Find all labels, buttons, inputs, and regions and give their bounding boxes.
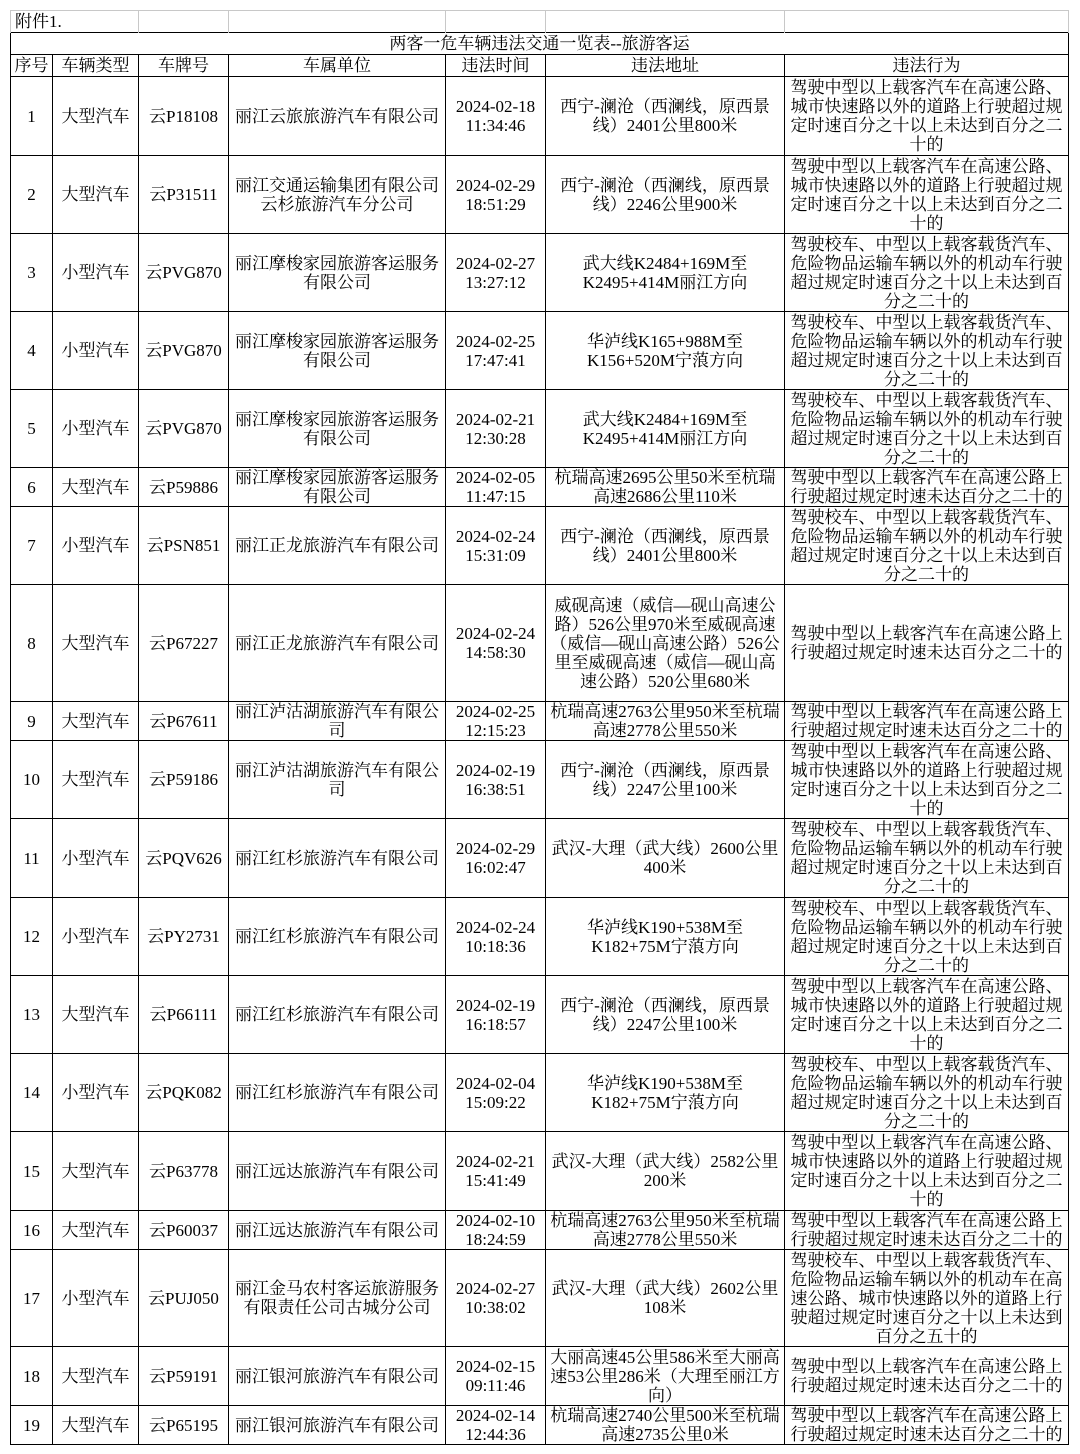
violation-behavior-cell: 驾驶中型以上载客汽车在高速公路、城市快速路以外的道路上行驶超过规定时速百分之十以上未达到百分之二十的 [785,156,1069,234]
violation-behavior-cell: 驾驶校车、中型以上载客载货汽车、危险物品运输车辆以外的机动车行驶超过规定时速百分之十以上未达到百分之二十的 [785,898,1069,976]
column-header-violation-address: 违法地址 [546,55,785,77]
company-cell: 丽江摩梭家园旅游客运服务有限公司 [229,234,446,312]
row-number: 16 [11,1211,53,1250]
violation-time-cell: 2024-02-04 15:09:22 [446,1054,546,1132]
empty-cell [785,11,1069,33]
table-row [11,234,1069,312]
row-number: 9 [11,702,53,741]
company-cell: 丽江金马农村客运旅游服务有限责任公司古城分公司 [229,1250,446,1347]
violation-time-cell: 2024-02-05 11:47:15 [446,468,546,507]
violation-behavior-cell: 驾驶中型以上载客汽车在高速公路、城市快速路以外的道路上行驶超过规定时速百分之十以上未达到百分之二十的 [785,1132,1069,1211]
violation-address-cell: 武汉-大理（武大线）2600公里400米 [546,819,785,898]
plate-number-cell: 云PY2731 [139,898,229,976]
table-title: 两客一危车辆违法交通一览表--旅游客运 [11,33,1069,55]
plate-number-cell: 云P65195 [139,1406,229,1445]
column-header-plate-number: 车牌号 [139,55,229,77]
table-row [11,1132,1069,1211]
plate-number-cell: 云PSN851 [139,507,229,585]
violation-behavior-cell: 驾驶中型以上载客汽车在高速公路、城市快速路以外的道路上行驶超过规定时速百分之十以上未达到百分之二十的 [785,976,1069,1054]
vehicle-type-cell: 大型汽车 [53,1132,139,1211]
violation-behavior-cell: 驾驶校车、中型以上载客载货汽车、危险物品运输车辆以外的机动车在高速公路、城市快速路以外的道路上行驶超过规定时速百分之十以上未达到百分之五十的 [785,1250,1069,1347]
violation-behavior-cell: 驾驶校车、中型以上载客载货汽车、危险物品运输车辆以外的机动车行驶超过规定时速百分之十以上未达到百分之二十的 [785,234,1069,312]
row-number: 10 [11,741,53,819]
violation-address-cell: 西宁-澜沧（西澜线，原西景线）2246公里900米 [546,156,785,234]
violation-address-cell: 杭瑞高速2695公里50米至杭瑞高速2686公里110米 [546,468,785,507]
company-cell: 丽江红杉旅游汽车有限公司 [229,976,446,1054]
violation-address-cell: 武汉-大理（武大线）2582公里200米 [546,1132,785,1211]
column-header-vehicle-type: 车辆类型 [53,55,139,77]
vehicle-type-cell: 大型汽车 [53,1347,139,1406]
vehicle-type-cell: 小型汽车 [53,1054,139,1132]
vehicle-type-cell: 大型汽车 [53,77,139,156]
plate-number-cell: 云PVG870 [139,234,229,312]
company-cell: 丽江摩梭家园旅游客运服务有限公司 [229,468,446,507]
violation-address-cell: 华泸线K190+538M至K182+75M宁蒗方向 [546,898,785,976]
violation-address-cell: 西宁-澜沧（西澜线，原西景线）2401公里800米 [546,507,785,585]
violation-time-cell: 2024-02-27 10:38:02 [446,1250,546,1347]
table-body [11,77,1069,1445]
table-row [11,1054,1069,1132]
vehicle-type-cell: 小型汽车 [53,507,139,585]
violation-address-cell: 武大线K2484+169M至K2495+414M丽江方向 [546,390,785,468]
plate-number-cell: 云P59191 [139,1347,229,1406]
company-cell: 丽江红杉旅游汽车有限公司 [229,898,446,976]
company-cell: 丽江远达旅游汽车有限公司 [229,1211,446,1250]
violation-address-cell: 杭瑞高速2763公里950米至杭瑞高速2778公里550米 [546,1211,785,1250]
vehicle-type-cell: 大型汽车 [53,702,139,741]
plate-number-cell: 云P31511 [139,156,229,234]
row-number: 12 [11,898,53,976]
table-row [11,77,1069,156]
table-row [11,1250,1069,1347]
plate-number-cell: 云P67611 [139,702,229,741]
vehicle-type-cell: 大型汽车 [53,1211,139,1250]
violation-time-cell: 2024-02-10 18:24:59 [446,1211,546,1250]
violation-behavior-cell: 驾驶校车、中型以上载客载货汽车、危险物品运输车辆以外的机动车行驶超过规定时速百分之十以上未达到百分之二十的 [785,1054,1069,1132]
plate-number-cell: 云P59886 [139,468,229,507]
row-number: 13 [11,976,53,1054]
violation-address-cell: 杭瑞高速2763公里950米至杭瑞高速2778公里550米 [546,702,785,741]
violation-behavior-cell: 驾驶中型以上载客汽车在高速公路上行驶超过规定时速未达百分之二十的 [785,1211,1069,1250]
violation-address-cell: 华泸线K190+538M至K182+75M宁蒗方向 [546,1054,785,1132]
violation-address-cell: 杭瑞高速2740公里500米至杭瑞高速2735公里0米 [546,1406,785,1445]
plate-number-cell: 云PQK082 [139,1054,229,1132]
plate-number-cell: 云PVG870 [139,312,229,390]
violation-time-cell: 2024-02-14 12:44:36 [446,1406,546,1445]
violation-behavior-cell: 驾驶中型以上载客汽车在高速公路上行驶超过规定时速未达百分之二十的 [785,468,1069,507]
table-row [11,702,1069,741]
violation-time-cell: 2024-02-24 15:31:09 [446,507,546,585]
violation-behavior-cell: 驾驶中型以上载客汽车在高速公路上行驶超过规定时速未达百分之二十的 [785,585,1069,702]
vehicle-type-cell: 小型汽车 [53,898,139,976]
violation-time-cell: 2024-02-25 12:15:23 [446,702,546,741]
header-row [11,55,1069,77]
row-number: 19 [11,1406,53,1445]
violation-address-cell: 武大线K2484+169M至K2495+414M丽江方向 [546,234,785,312]
row-number: 2 [11,156,53,234]
table-row [11,1406,1069,1445]
row-number: 15 [11,1132,53,1211]
row-number: 14 [11,1054,53,1132]
attachment-label: 附件1. [11,11,139,33]
violation-behavior-cell: 驾驶校车、中型以上载客载货汽车、危险物品运输车辆以外的机动车行驶超过规定时速百分之十以上未达到百分之二十的 [785,507,1069,585]
row-number: 3 [11,234,53,312]
plate-number-cell: 云PUJ050 [139,1250,229,1347]
violation-behavior-cell: 驾驶中型以上载客汽车在高速公路、城市快速路以外的道路上行驶超过规定时速百分之十以上未达到百分之二十的 [785,741,1069,819]
vehicle-type-cell: 大型汽车 [53,468,139,507]
table-row [11,1211,1069,1250]
company-cell: 丽江银河旅游汽车有限公司 [229,1406,446,1445]
violation-time-cell: 2024-02-27 13:27:12 [446,234,546,312]
table-row [11,741,1069,819]
plate-number-cell: 云P63778 [139,1132,229,1211]
violation-address-cell: 西宁-澜沧（西澜线，原西景线）2247公里100米 [546,976,785,1054]
table-row [11,819,1069,898]
company-cell: 丽江泸沽湖旅游汽车有限公司 [229,741,446,819]
vehicle-type-cell: 大型汽车 [53,976,139,1054]
company-cell: 丽江红杉旅游汽车有限公司 [229,819,446,898]
row-number: 7 [11,507,53,585]
empty-cell [546,11,785,33]
company-cell: 丽江红杉旅游汽车有限公司 [229,1054,446,1132]
row-number: 5 [11,390,53,468]
row-number: 4 [11,312,53,390]
violation-time-cell: 2024-02-24 10:18:36 [446,898,546,976]
plate-number-cell: 云P67227 [139,585,229,702]
vehicle-type-cell: 大型汽车 [53,741,139,819]
vehicle-type-cell: 小型汽车 [53,234,139,312]
violation-address-cell: 大丽高速45公里586米至大丽高速53公里286米（大理至丽江方向） [546,1347,785,1406]
violation-time-cell: 2024-02-19 16:18:57 [446,976,546,1054]
empty-cell [139,11,229,33]
column-header-violation-behavior: 违法行为 [785,55,1069,77]
plate-number-cell: 云P66111 [139,976,229,1054]
company-cell: 丽江云旅旅游汽车有限公司 [229,77,446,156]
company-cell: 丽江泸沽湖旅游汽车有限公司 [229,702,446,741]
row-number: 18 [11,1347,53,1406]
table-row [11,507,1069,585]
violation-address-cell: 武汉-大理（武大线）2602公里108米 [546,1250,785,1347]
title-row [11,33,1069,55]
company-cell: 丽江远达旅游汽车有限公司 [229,1132,446,1211]
row-number: 11 [11,819,53,898]
vehicle-type-cell: 大型汽车 [53,585,139,702]
violation-time-cell: 2024-02-29 16:02:47 [446,819,546,898]
vehicle-type-cell: 小型汽车 [53,312,139,390]
violation-address-cell: 华泸线K165+988M至K156+520M宁蒗方向 [546,312,785,390]
violation-behavior-cell: 驾驶校车、中型以上载客载货汽车、危险物品运输车辆以外的机动车行驶超过规定时速百分之十以上未达到百分之二十的 [785,390,1069,468]
vehicle-type-cell: 大型汽车 [53,1406,139,1445]
violation-behavior-cell: 驾驶校车、中型以上载客载货汽车、危险物品运输车辆以外的机动车行驶超过规定时速百分之十以上未达到百分之二十的 [785,819,1069,898]
violation-behavior-cell: 驾驶中型以上载客汽车在高速公路上行驶超过规定时速未达百分之二十的 [785,702,1069,741]
table-row [11,898,1069,976]
row-number: 1 [11,77,53,156]
company-cell: 丽江正龙旅游汽车有限公司 [229,585,446,702]
table-row [11,1347,1069,1406]
row-number: 6 [11,468,53,507]
violation-address-cell: 威砚高速（威信—砚山高速公路）526公里970米至威砚高速（威信—砚山高速公路）526公里至威砚高速（威信—砚山高速公路）520公里680米 [546,585,785,702]
violation-address-cell: 西宁-澜沧（西澜线，原西景线）2401公里800米 [546,77,785,156]
table-row [11,156,1069,234]
violation-behavior-cell: 驾驶中型以上载客汽车在高速公路、城市快速路以外的道路上行驶超过规定时速百分之十以上未达到百分之二十的 [785,77,1069,156]
empty-cell [229,11,446,33]
vehicle-type-cell: 小型汽车 [53,390,139,468]
table-row [11,390,1069,468]
vehicle-type-cell: 大型汽车 [53,156,139,234]
table-row [11,976,1069,1054]
company-cell: 丽江摩梭家园旅游客运服务有限公司 [229,312,446,390]
violation-time-cell: 2024-02-18 11:34:46 [446,77,546,156]
plate-number-cell: 云PQV626 [139,819,229,898]
plate-number-cell: 云P59186 [139,741,229,819]
column-header-no: 序号 [11,55,53,77]
row-number: 17 [11,1250,53,1347]
vehicle-type-cell: 小型汽车 [53,819,139,898]
violation-time-cell: 2024-02-21 12:30:28 [446,390,546,468]
violation-behavior-cell: 驾驶中型以上载客汽车在高速公路上行驶超过规定时速未达百分之二十的 [785,1406,1069,1445]
table-row [11,312,1069,390]
company-cell: 丽江正龙旅游汽车有限公司 [229,507,446,585]
company-cell: 丽江摩梭家园旅游客运服务有限公司 [229,390,446,468]
violation-time-cell: 2024-02-15 09:11:46 [446,1347,546,1406]
violation-behavior-cell: 驾驶中型以上载客汽车在高速公路上行驶超过规定时速未达百分之二十的 [785,1347,1069,1406]
empty-cell [446,11,546,33]
violation-time-cell: 2024-02-21 15:41:49 [446,1132,546,1211]
column-header-violation-time: 违法时间 [446,55,546,77]
company-cell: 丽江银河旅游汽车有限公司 [229,1347,446,1406]
plate-number-cell: 云P18108 [139,77,229,156]
row-number: 8 [11,585,53,702]
table-row [11,585,1069,702]
plate-number-cell: 云P60037 [139,1211,229,1250]
vehicle-type-cell: 小型汽车 [53,1250,139,1347]
table-row [11,468,1069,507]
company-cell: 丽江交通运输集团有限公司云杉旅游汽车分公司 [229,156,446,234]
column-header-company: 车属单位 [229,55,446,77]
violation-time-cell: 2024-02-29 18:51:29 [446,156,546,234]
violation-address-cell: 西宁-澜沧（西澜线，原西景线）2247公里100米 [546,741,785,819]
plate-number-cell: 云PVG870 [139,390,229,468]
attachment-row [11,11,1069,33]
violation-behavior-cell: 驾驶校车、中型以上载客载货汽车、危险物品运输车辆以外的机动车行驶超过规定时速百分之十以上未达到百分之二十的 [785,312,1069,390]
violation-table [10,10,1069,1445]
violation-time-cell: 2024-02-19 16:38:51 [446,741,546,819]
violation-time-cell: 2024-02-24 14:58:30 [446,585,546,702]
violation-time-cell: 2024-02-25 17:47:41 [446,312,546,390]
